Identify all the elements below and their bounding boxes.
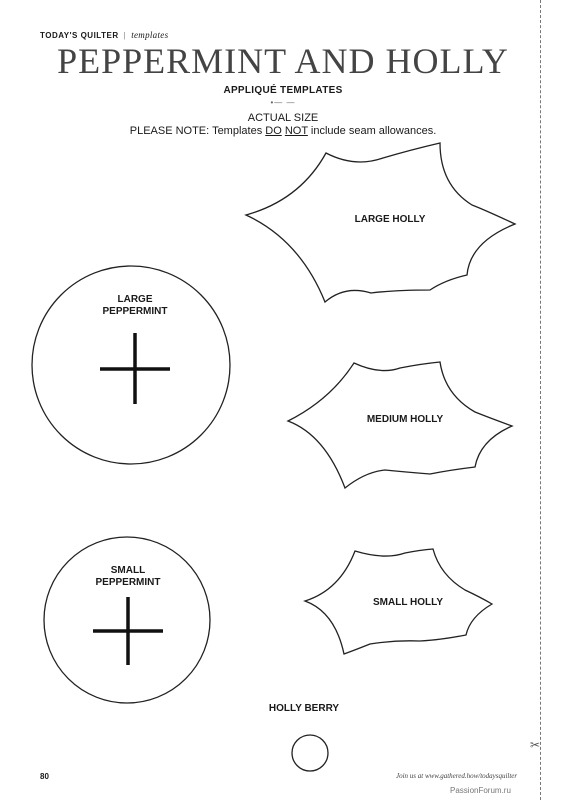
small-peppermint-label	[68, 565, 188, 589]
actual-size-note: ACTUAL SIZE	[247, 112, 319, 124]
page-title: PEPPERMINT AND HOLLY	[57, 41, 509, 81]
small-peppermint-label-line1: SMALL	[110, 565, 146, 576]
large-peppermint-label	[75, 294, 195, 318]
header-separator: |	[123, 30, 127, 40]
large-holly-label: LARGE HOLLY	[354, 214, 426, 225]
holly-berry-label: HOLLY BERRY	[268, 703, 340, 714]
brand-name: TODAY'S QUILTER	[40, 30, 119, 40]
subtitle: APPLIQUÉ TEMPLATES	[223, 85, 343, 96]
section-name: templates	[131, 30, 169, 40]
watermark: PassionForum.ru	[450, 786, 511, 795]
large-peppermint-label-line2: PEPPERMINT	[102, 306, 168, 317]
note-not: NOT	[284, 125, 308, 137]
large-peppermint-label-line1: LARGE	[117, 294, 153, 305]
small-holly-label: SMALL HOLLY	[372, 597, 443, 608]
scissors-icon: ✂	[530, 738, 541, 752]
divider: •— —	[270, 98, 296, 107]
page-number: 80	[40, 772, 49, 781]
note-do: DO	[265, 125, 282, 137]
footer-join-text: Join us at www.gathered.how/todaysquilter	[396, 772, 518, 780]
note-suffix: include seam allowances.	[307, 125, 437, 137]
medium-holly-label: MEDIUM HOLLY	[366, 414, 444, 425]
note-prefix: PLEASE NOTE: Templates	[129, 125, 266, 137]
small-peppermint-label-line2: PEPPERMINT	[95, 577, 161, 588]
holly-berry-circle	[292, 735, 328, 771]
